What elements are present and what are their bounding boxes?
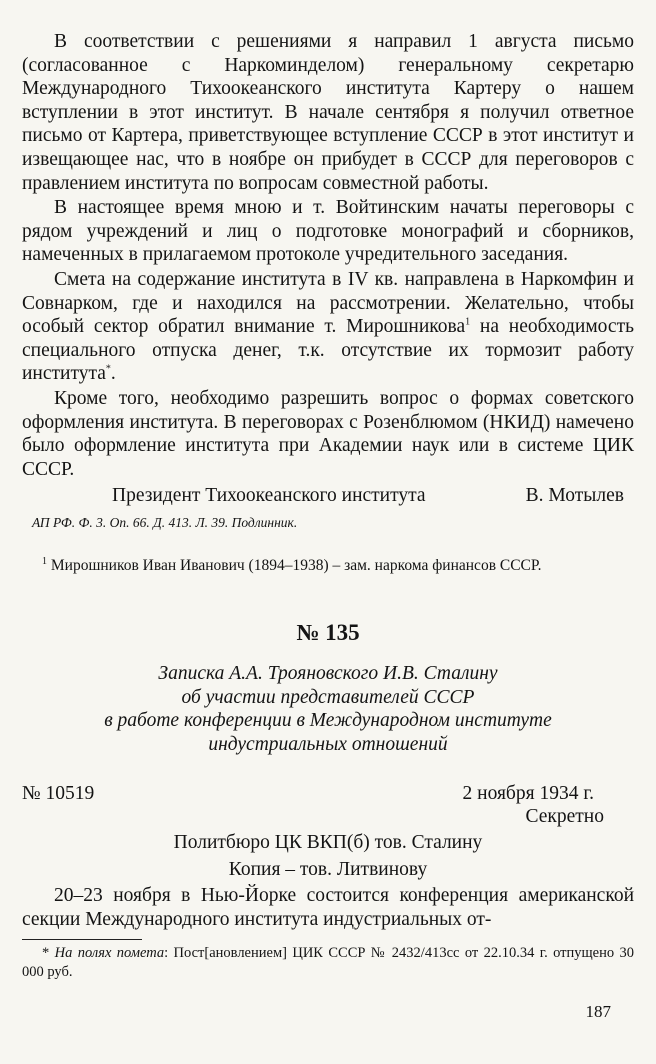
page-footnote — [22, 944, 634, 981]
letter-paragraph-1: В соответствии с решениями я направил 1 августа письмо (согласованное с Наркоминделом) генеральному секретарю Международного Тихоокеанского института Картеру о нашем вступлении в этот институт. В начале сентября я получил ответное письмо от Картера, приветствующее вступление СССР в этот институт и извещающее нас, что в ноябре он прибудет в СССР для переговоров с правлением института по вопросам совместной работы. — [22, 31, 634, 194]
document-title-line: об участии представителей СССР — [181, 686, 475, 708]
document-title-line: Записка А.А. Трояновского И.В. Сталину — [158, 663, 498, 685]
document-title-line: в работе конференции в Международном институте — [104, 710, 552, 732]
addressee: Политбюро ЦК ВКП(б) тов. Сталину — [173, 832, 483, 854]
copy-recipient: Копия – тов. Литвинову — [228, 859, 428, 881]
page-footnote-lead: На полях помета — [54, 945, 165, 962]
paragraph-3-middle: на необходимость специального отпуска денег, т.к. отсутствие их тормозит работу института — [22, 316, 634, 385]
document-title-line: индустриальных отношений — [208, 733, 448, 755]
classification-stamp: Секретно — [525, 806, 604, 828]
document-date: 2 ноября 1934 г. — [462, 783, 594, 805]
signature-block — [22, 484, 634, 508]
page-footnote-text: : Пост[ановлением] ЦИК СССР № 2432/413сс от 22.10.34 г. отпущено 30 000 руб. — [22, 945, 634, 980]
registration-number: № 10519 — [22, 783, 95, 805]
signature-name: В. Мотылев — [525, 485, 624, 507]
page-number: 187 — [585, 1002, 611, 1021]
letter-paragraph-3 — [22, 268, 634, 386]
paragraph-3-end: . — [110, 363, 116, 385]
footnote-text: Мирошников Иван Иванович (1894–1938) – зам. наркома финансов СССР. — [47, 557, 542, 575]
document-meta — [22, 782, 634, 805]
letter-paragraph-4: Кроме того, необходимо разрешить вопрос о формах советского оформления института. В переговорах с Розенблюмом (НКИД) намечено было оформление института при Академии наук или в системе ЦИК СССР. — [22, 387, 634, 480]
document-number: № 135 — [296, 620, 360, 646]
document-title — [22, 662, 634, 756]
footnote-divider — [22, 939, 142, 940]
page-footnote-mark: * — [42, 945, 55, 962]
letter-paragraph-2: В настоящее время мною и т. Войтинским начаты переговоры с рядом учреждений и лиц о подготовке монографий и сборников, намеченных в прилагаемом протоколе учредительного заседания. — [22, 197, 634, 266]
document-body-text: 20–23 ноября в Нью-Йорке состоится конференция американской секции Международного института индустриальных от- — [22, 885, 634, 930]
footnote-ref-1: 1 — [465, 316, 471, 328]
paragraph-3-start: Смета на содержание института в IV кв. направлена в Наркомфин и Совнарком, где и находился на рассмотрении. Желательно, чтобы особый сектор обратил внимание т. Мирошникова — [22, 268, 634, 338]
footnote-1 — [22, 556, 634, 575]
footnote-ref-star: * — [105, 363, 111, 375]
page-content — [22, 30, 634, 981]
signature-role: Президент Тихоокеанского института — [112, 485, 426, 507]
archive-reference: АП РФ. Ф. 3. Оп. 66. Д. 413. Л. 39. Подлинник. — [32, 515, 298, 531]
footnote-number: 1 — [42, 556, 47, 568]
